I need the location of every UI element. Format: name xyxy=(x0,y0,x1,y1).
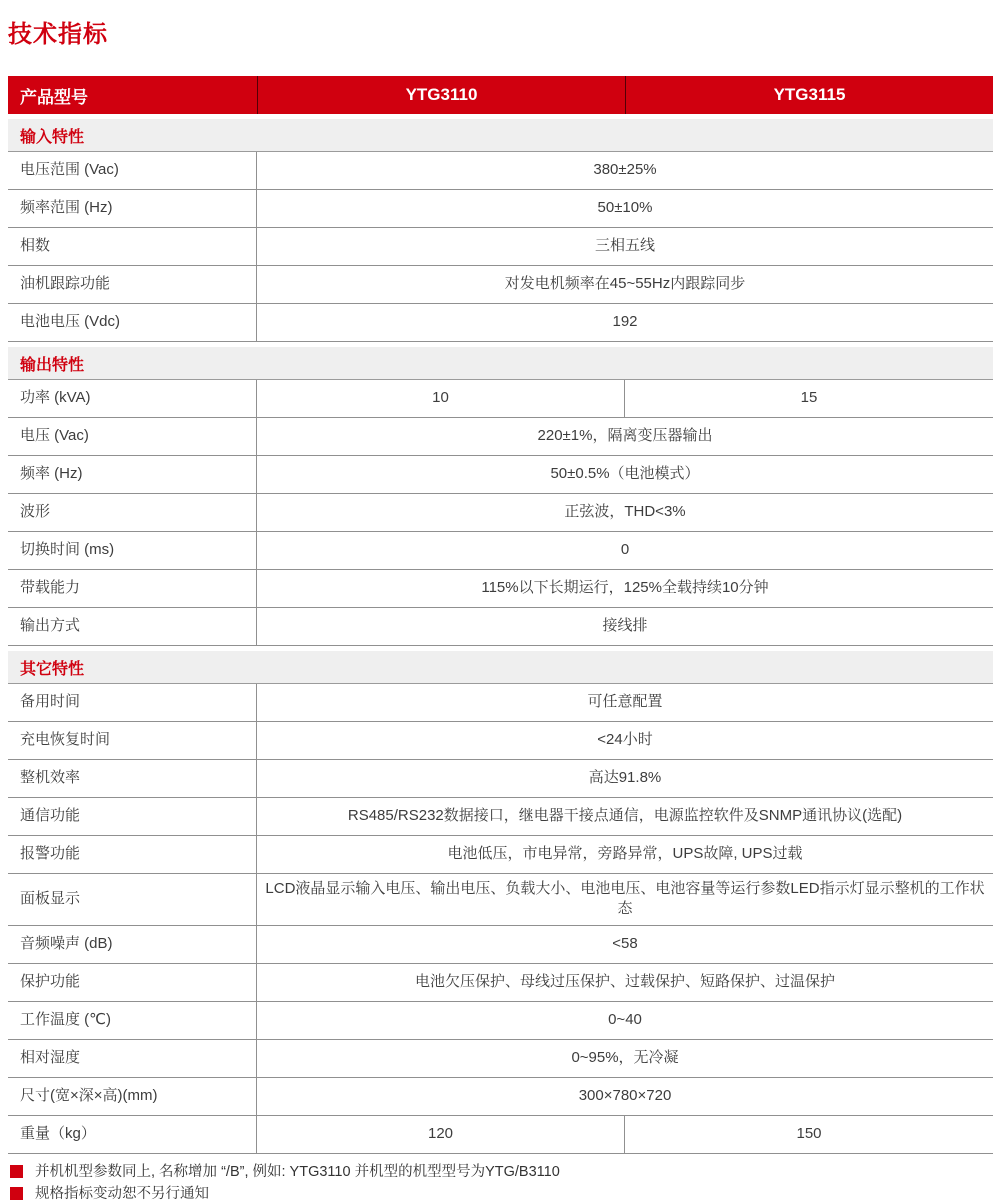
section-header xyxy=(8,651,993,684)
table-row xyxy=(8,1002,993,1040)
row-value: 380±25% xyxy=(593,161,657,179)
row-label: 频率范围 (Hz) xyxy=(8,190,257,227)
row-label: 波形 xyxy=(8,494,257,531)
row-value: 0~40 xyxy=(608,1010,642,1028)
table-row xyxy=(8,722,993,760)
row-value: RS485/RS232数据接口，继电器干接点通信，电源监控软件及SNMP通讯协议(选配) xyxy=(347,807,903,825)
footnote-item xyxy=(10,1185,993,1203)
table-row xyxy=(8,684,993,722)
row-value: 50±10% xyxy=(597,199,653,217)
table-row xyxy=(8,1040,993,1078)
row-label: 通信功能 xyxy=(8,798,257,835)
section-header xyxy=(8,119,993,152)
table-row xyxy=(8,266,993,304)
footnote-item xyxy=(10,1163,993,1181)
page-title: 技术指标 xyxy=(8,21,108,48)
row-value: <24小时 xyxy=(597,731,653,749)
header-cell-product-model: 产品型号 xyxy=(20,87,88,107)
row-label: 电池电压 (Vdc) xyxy=(8,304,257,341)
row-value-model-1: 10 xyxy=(257,380,625,417)
row-label: 油机跟踪功能 xyxy=(8,266,257,303)
row-label: 保护功能 xyxy=(8,964,257,1001)
row-value: 0 xyxy=(620,541,630,559)
row-label: 工作温度 (℃) xyxy=(8,1002,257,1039)
row-value: 接线排 xyxy=(602,617,648,635)
row-label: 重量（kg） xyxy=(8,1116,257,1153)
row-value-model-2: 150 xyxy=(796,1124,822,1142)
row-label: 备用时间 xyxy=(8,684,257,721)
table-row xyxy=(8,608,993,646)
table-row xyxy=(8,418,993,456)
header-cell-model-ytg3110: YTG3110 xyxy=(257,76,625,114)
row-label: 音频噪声 (dB) xyxy=(8,926,257,963)
table-row xyxy=(8,760,993,798)
table-row xyxy=(8,1116,993,1154)
table-row xyxy=(8,964,993,1002)
row-value: 可任意配置 xyxy=(587,693,663,711)
table-row xyxy=(8,798,993,836)
row-label: 电压 (Vac) xyxy=(8,418,257,455)
row-value: <58 xyxy=(612,934,638,952)
row-value: 正弦波，THD<3% xyxy=(564,503,686,521)
row-value: 高达91.8% xyxy=(588,769,662,787)
table-row xyxy=(8,1078,993,1116)
row-value: 0~95%，无冷凝 xyxy=(571,1048,679,1066)
row-label: 充电恢复时间 xyxy=(8,722,257,759)
footnote-text: 并机机型参数同上, 名称增加 “/B”, 例如: YTG3110 并机型的机型型号为YTG/B3110 xyxy=(35,1163,560,1180)
row-value: 192 xyxy=(612,313,638,331)
section-title: 其它特性 xyxy=(20,660,85,678)
footnote-text: 规格指标变动恕不另行通知 xyxy=(35,1185,209,1202)
row-value: LCD液晶显示输入电压、输出电压、负载大小、电池电压、电池容量等运行参数LED指示灯显示整机的工作状态 xyxy=(265,880,985,918)
section-title: 输入特性 xyxy=(20,128,85,146)
row-label: 带载能力 xyxy=(8,570,257,607)
table-row xyxy=(8,874,993,926)
row-label: 切换时间 (ms) xyxy=(8,532,257,569)
table-header-row xyxy=(8,76,993,114)
row-label: 输出方式 xyxy=(8,608,257,645)
spec-table xyxy=(8,76,993,1154)
section-title: 输出特性 xyxy=(20,356,85,374)
row-value-model-2: 15 xyxy=(800,389,818,407)
table-row xyxy=(8,494,993,532)
row-label: 功率 (kVA) xyxy=(8,380,257,417)
table-row xyxy=(8,152,993,190)
table-row xyxy=(8,190,993,228)
row-label: 相数 xyxy=(8,228,257,265)
red-square-bullet-icon xyxy=(10,1187,23,1200)
row-label: 电压范围 (Vac) xyxy=(8,152,257,189)
table-row xyxy=(8,304,993,342)
table-row xyxy=(8,532,993,570)
row-value: 300×780×720 xyxy=(578,1086,672,1104)
row-label: 面板显示 xyxy=(8,874,257,925)
row-value: 电池低压，市电异常，旁路异常，UPS故障, UPS过载 xyxy=(447,845,803,863)
row-value: 对发电机频率在45~55Hz内跟踪同步 xyxy=(504,275,746,293)
row-label: 报警功能 xyxy=(8,836,257,873)
row-value: 电池欠压保护、母线过压保护、过载保护、短路保护、过温保护 xyxy=(414,972,835,990)
section-header xyxy=(8,347,993,380)
row-value: 50±0.5%（电池模式） xyxy=(550,465,700,483)
row-value: 115%以下长期运行，125%全载持续10分钟 xyxy=(481,579,769,597)
table-body xyxy=(8,119,993,1154)
header-cell-model-ytg3115: YTG3115 xyxy=(625,76,993,114)
table-row xyxy=(8,380,993,418)
row-label: 频率 (Hz) xyxy=(8,456,257,493)
red-square-bullet-icon xyxy=(10,1165,23,1178)
table-row xyxy=(8,926,993,964)
row-label: 整机效率 xyxy=(8,760,257,797)
row-value: 220±1%，隔离变压器输出 xyxy=(537,427,713,445)
table-row xyxy=(8,456,993,494)
table-row xyxy=(8,836,993,874)
row-value: 三相五线 xyxy=(594,237,655,255)
table-row xyxy=(8,570,993,608)
row-value-model-1: 120 xyxy=(257,1116,625,1153)
table-row xyxy=(8,228,993,266)
row-label: 尺寸(宽×深×高)(mm) xyxy=(8,1078,257,1115)
row-label: 相对湿度 xyxy=(8,1040,257,1077)
